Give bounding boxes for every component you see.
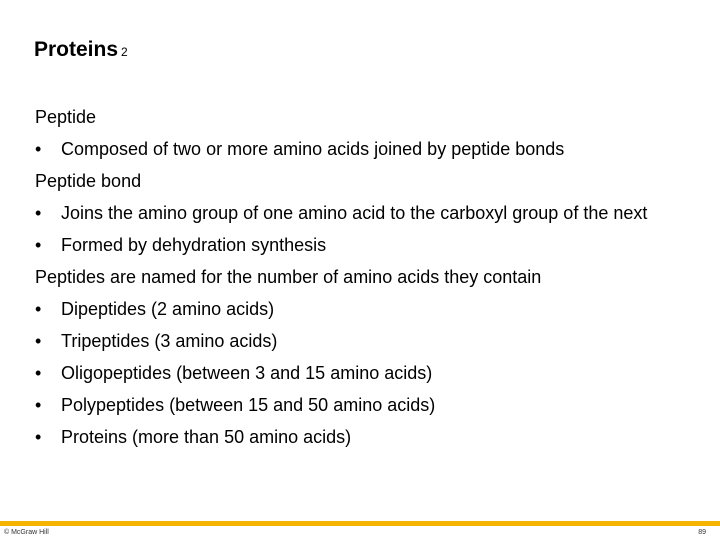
slide-content xyxy=(35,106,695,458)
bullet-text: Polypeptides (between 15 and 50 amino acids) xyxy=(61,395,436,415)
bullet-text: Composed of two or more amino acids joined by peptide bonds xyxy=(61,139,565,159)
bullet-dot-icon: • xyxy=(35,363,42,383)
slide-title-subscript: 2 xyxy=(121,45,128,59)
bullet-text: Oligopeptides (between 3 and 15 amino acids) xyxy=(61,363,433,383)
bullet-item xyxy=(35,362,695,384)
section-heading: Peptides are named for the number of amino acids they contain xyxy=(35,267,542,287)
bullet-dot-icon: • xyxy=(35,427,42,447)
bullet-item xyxy=(35,202,695,224)
section-peptide xyxy=(35,106,695,160)
bullet-item xyxy=(35,138,695,160)
bullet-text: Formed by dehydration synthesis xyxy=(61,235,327,255)
footer-copyright: © McGraw Hill xyxy=(4,529,49,536)
section-heading: Peptide bond xyxy=(35,171,142,191)
bullet-text: Tripeptides (3 amino acids) xyxy=(61,331,278,351)
bullet-item xyxy=(35,330,695,352)
slide-title-text: Proteins xyxy=(34,38,119,61)
footer-page-number: 89 xyxy=(698,529,706,536)
bullet-dot-icon: • xyxy=(35,235,42,255)
bullet-text: Dipeptides (2 amino acids) xyxy=(61,299,275,319)
section-heading: Peptide xyxy=(35,107,97,127)
bullet-item xyxy=(35,394,695,416)
slide-title xyxy=(34,38,128,62)
bullet-text: Proteins (more than 50 amino acids) xyxy=(61,427,352,447)
bullet-text: Joins the amino group of one amino acid to the carboxyl group of the next xyxy=(61,203,648,223)
bullet-item xyxy=(35,234,695,256)
bullet-dot-icon: • xyxy=(35,395,42,415)
section-peptide-bond xyxy=(35,170,695,256)
bullet-dot-icon: • xyxy=(35,139,42,159)
bullet-dot-icon: • xyxy=(35,299,42,319)
footer-accent-bar xyxy=(0,521,720,526)
bullet-item xyxy=(35,426,695,448)
bullet-item xyxy=(35,298,695,320)
bullet-dot-icon: • xyxy=(35,331,42,351)
section-peptide-naming xyxy=(35,266,695,448)
bullet-dot-icon: • xyxy=(35,203,42,223)
